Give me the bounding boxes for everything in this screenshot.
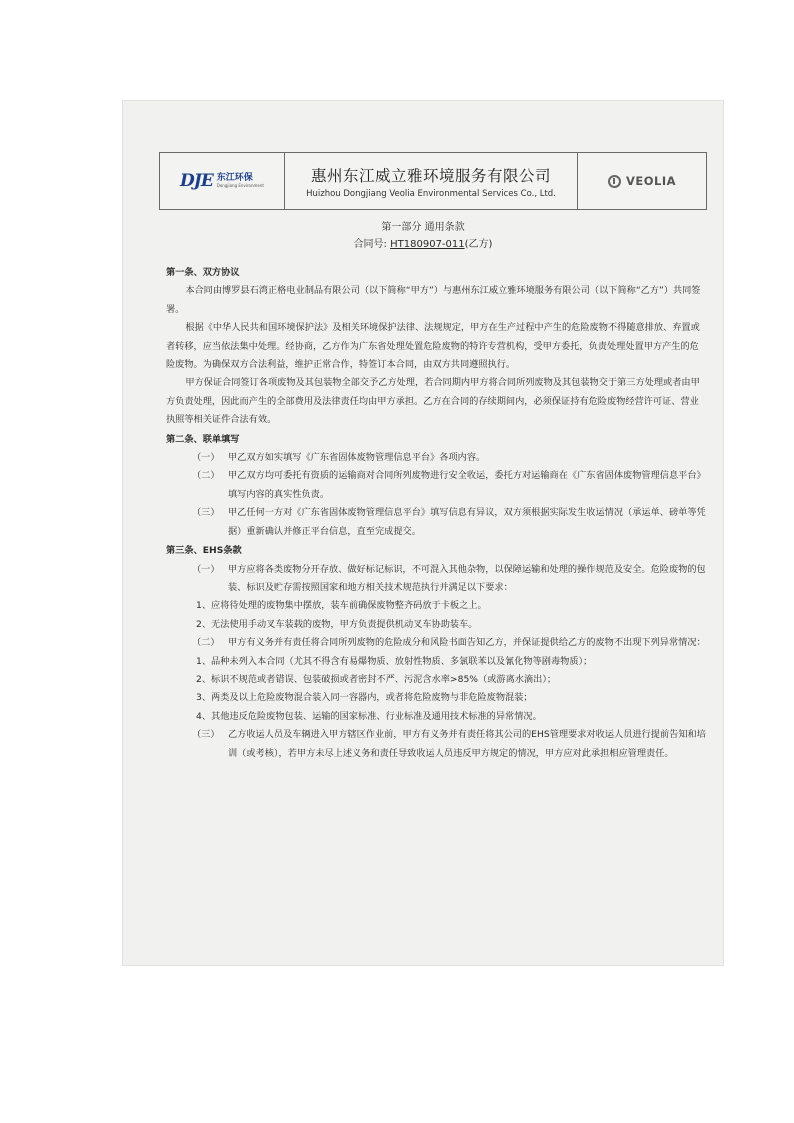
sub-clause: 3、两类及以上危险废物混合装入同一容器内，或者将危险废物与非危险废物混装； [196,692,533,704]
clause-text: 甲方有义务并有责任将合同所列废物的危险成分和风险书面告知乙方，并保证提供给乙方的废物不出现下列异常情况： [228,637,706,649]
contract-number-value: HT180907-011 [390,239,465,250]
section-heading: 第二条、联单填写 [166,433,240,445]
clause-item [166,504,706,541]
clause-mark: （一） [192,563,220,575]
sub-clause: 1、应将待处理的废物集中摆放，装车前确保废物整齐码放于卡板之上。 [196,600,487,612]
scanned-page [122,100,724,966]
paragraph: 甲方保证合同签订各项废物及其包装物全部交予乙方处理，若合同期内甲方将合同所列废物及其包装物交于第三方处理或者由甲方负责处理，因此而产生的全部费用及法律责任均由甲方承担。乙方在合同的存续期间内，必须保证持有危险废物经营许可证、营业执照等相关证件合法有效。 [166,377,700,426]
veolia-logo [577,153,706,209]
company-name-en: Huizhou Dongjiang Veolia Environmental Services Co., Ltd. [306,188,556,199]
contract-number [122,235,724,250]
sub-clause: 4、其他违反危险废物包装、运输的国家标准、行业标准及通用技术标准的异常情况。 [196,710,542,722]
contract-number-label: 合同号: [353,239,387,250]
contract-body [166,263,706,763]
clause-item [166,561,706,598]
dje-logo-cn: 东江环保 [216,173,253,184]
clause-mark: （三） [192,507,220,519]
clause-text: 甲乙双方均可委托有资质的运输商对合同所列废物进行安全收运，委托方对运输商在《广东省固体废物管理信息平台》填写内容的真实性负责。 [228,470,706,500]
veolia-ring-icon [608,175,621,188]
section-heading: 第三条、EHS条款 [166,545,242,557]
clause-item [166,634,706,652]
clause-item [166,726,706,763]
contract-number-suffix: (乙方) [464,239,493,250]
paragraph: 根据《中华人民共和国环境保护法》及相关环境保护法律、法规规定，甲方在生产过程中产生的危险废物不得随意排放、弃置或者转移，应当依法集中处理。经协商，乙方作为广东省处理处置危险废物的特许专营机构，受甲方委托，负责处理处置甲方产生的危险废物。为确保双方合法利益，维护正常合作，特签订本合同，由双方共同遵照执行。 [166,322,700,371]
dje-logo-mark: DJE [180,171,213,191]
clause-mark: （一） [192,452,220,464]
dje-logo-en: Dongjiang Environment [216,182,264,188]
clause-item [166,467,706,504]
clause-text: 甲乙任何一方对《广东省固体废物管理信息平台》填写信息有异议，双方须根据实际发生收运情况（承运单、磅单等凭据）重新确认并修正平台信息，直至完成提交。 [228,507,706,537]
section-heading: 第一条、双方协议 [166,267,240,278]
paragraph: 本合同由博罗县石湾正格电业制品有限公司（以下简称“甲方”）与惠州东江威立雅环境服务有限公司（以下简称“乙方”）共同签署。 [166,285,701,315]
clause-mark: （二） [192,470,220,482]
sub-clause: 2、无法使用手动叉车装载的废物，甲方负责提供机动叉车协助装车。 [196,618,478,630]
company-name-cn: 惠州东江威立雅环境服务有限公司 [310,166,551,185]
dje-logo [160,153,285,209]
clause-mark: （二） [192,637,220,649]
letterhead [159,152,707,210]
sub-clause: 1、品种未列入本合同（尤其不得含有易爆物质、放射性物质、多氯联苯以及氰化物等剧毒物质）； [196,655,593,667]
clause-text: 甲方应将各类废物分开存放、做好标记标识，不可混入其他杂物，以保障运输和处理的操作规范及安全。危险废物的包装、标识及贮存需按照国家和地方相关技术规范执行并满足以下要求： [228,563,706,593]
sub-clause: 2、标识不规范或者错误、包装破损或者密封不严、污泥含水率>85%（或游离水滴出）； [196,673,557,685]
clause-item [166,449,706,467]
clause-text: 甲乙双方如实填写《广东省固体废物管理信息平台》各项内容。 [228,452,486,464]
veolia-logo-text: VEOLIA [625,174,677,188]
part-title: 第一部分 通用条款 [381,222,465,233]
clause-mark: （三） [192,729,220,741]
clause-text: 乙方收运人员及车辆进入甲方辖区作业前，甲方有义务并有责任将其公司的EHS管理要求对收运人员进行提前告知和培训（或考核），若甲方未尽上述义务和责任导致收运人员违反甲方规定的情况，甲方应对此承担相应管理责任。 [228,729,706,759]
